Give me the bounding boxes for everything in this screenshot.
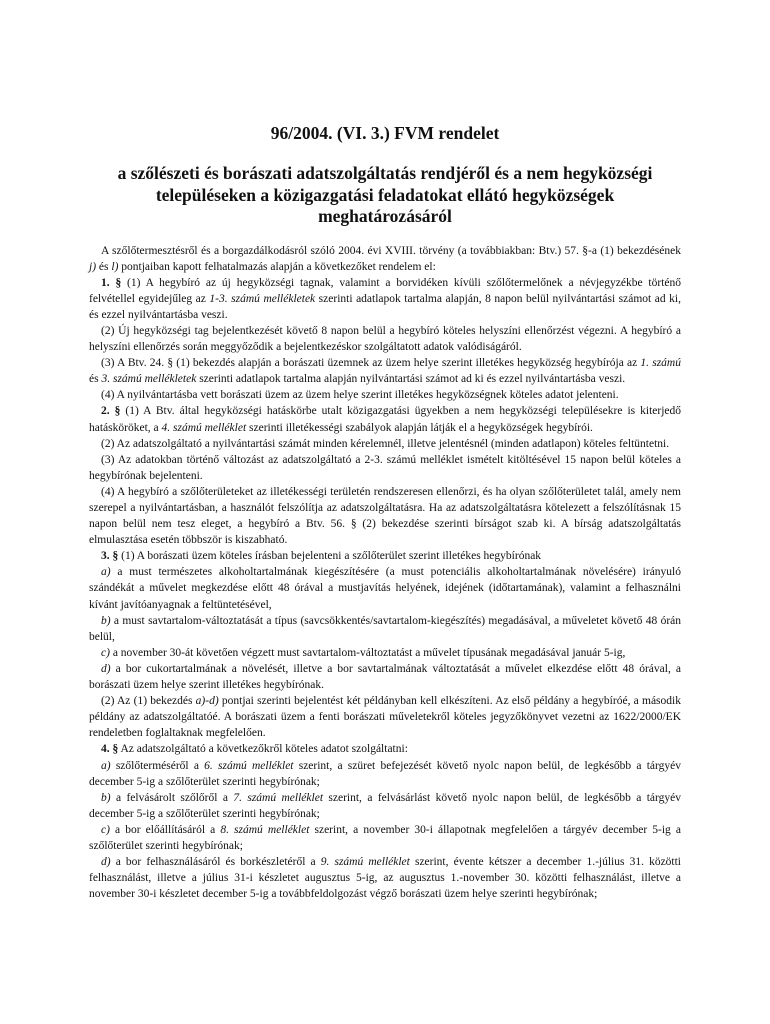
emphasis-text: c) bbox=[101, 823, 110, 836]
paragraph bbox=[89, 243, 681, 275]
paragraph-text: (1) A hegybíró az új hegyközségi tagnak, valamint a borvidéken kívüli szőlőtermelőnek a névjegyzékbe történő felvétellel egyidejűleg az bbox=[89, 276, 681, 305]
emphasis-text: 3. számú mellékletek bbox=[101, 373, 197, 386]
paragraph-text: szerinti adatlapok tartalma alapján nyilvántartási számot ad ki és ezzel nyilvántartásba veszi. bbox=[196, 373, 626, 386]
paragraph-text: a bor felhasználásáról és borkészletéről a bbox=[110, 856, 321, 869]
paragraph bbox=[89, 758, 681, 790]
emphasis-text: 4. számú melléklet bbox=[161, 421, 247, 434]
paragraph bbox=[89, 822, 681, 854]
emphasis-text: b) bbox=[101, 791, 111, 804]
paragraph-text: A szőlőtermesztésről és a borgazdálkodásról szóló 2004. évi XVIII. törvény (a továbbiakban: Btv.) 57. §-a (1) bekezdésének bbox=[101, 244, 681, 257]
paragraph bbox=[89, 548, 681, 564]
paragraph bbox=[89, 403, 681, 435]
paragraph-text: szerinti adatlapok tartalma alapján, 8 napon belül nyilvántartási számot ad ki, és ezzel nyilvántartásba veszi. bbox=[89, 292, 681, 321]
section-number: 3. § bbox=[101, 550, 119, 563]
document-page bbox=[89, 122, 681, 902]
emphasis-text: a) bbox=[101, 566, 111, 579]
paragraph-text: pontjaiban kapott felhatalmazás alapján a következőket rendelem el: bbox=[118, 260, 436, 273]
paragraph-text: szerint, a november 30-i állapotnak megfelelően a tárgyév december 5-ig a szőlőterület szerinti hegybírónak; bbox=[89, 823, 681, 852]
paragraph bbox=[89, 854, 681, 902]
paragraph-text: Az adatszolgáltató a következőkről köteles adatot szolgáltatni: bbox=[118, 743, 408, 756]
paragraph bbox=[89, 355, 681, 387]
paragraph bbox=[89, 323, 681, 355]
paragraph-text: a bor előállításáról a bbox=[109, 823, 221, 836]
paragraph bbox=[89, 645, 681, 661]
document-title: 96/2004. (VI. 3.) FVM rendelet bbox=[270, 123, 500, 143]
document-body bbox=[89, 243, 681, 903]
paragraph bbox=[89, 436, 681, 452]
paragraph-text: (2) Az (1) bekezdés bbox=[101, 695, 196, 708]
paragraph-text: (2) Az adatszolgáltató a nyilvántartási számát minden kérelemnél, illetve jelentésnél (minden adatlapon) köteles feltüntetni. bbox=[101, 437, 670, 450]
paragraph-text: és bbox=[89, 373, 102, 386]
emphasis-text: 7. számú melléklet bbox=[233, 791, 324, 804]
paragraph-text: szerint, a felvásárlást követő nyolc napon belül, de legkésőbb a tárgyév december 5-ig a szőlőterület szerinti hegybírónak; bbox=[89, 791, 681, 820]
section-number: 4. § bbox=[101, 743, 119, 756]
emphasis-text: a) bbox=[101, 759, 111, 772]
paragraph bbox=[89, 275, 681, 323]
paragraph-text: pontjai szerinti bejelentést két példányban kell elkészíteni. Az első példány a hegybíróé, a második példány az adatszolgáltatóé. A borászati üzem a fenti borászati műveletekről köteles jegyzőkönyvet vezetni az 1622/2000/EK rendeletben foglaltaknak megfelelően. bbox=[89, 695, 681, 740]
paragraph-text: szerinti illetékességi szabályok alapján látják el a hegyközségek hegybírói. bbox=[246, 421, 593, 434]
paragraph-text: (4) A hegybíró a szőlőterületeket az illetékességi területén rendszeresen ellenőrzi, és ha olyan szőlőterületet talál, amely nem szerepel a nyilvántartásban, a használót felszólítja az adatszolgáltatásra. Ha az adatszolgáltatásra kötelezett a felszólításnak 15 napon belül nem tesz eleget, a hegybíró a Btv. 56. § (2) bekezdése szerinti bírságot szab ki. A bírság adatszolgáltatás elmulasztása esetén többször is kiszabható. bbox=[89, 485, 681, 547]
paragraph-text: szerint, évente kétszer a december 1.-július 31. közötti felhasználást, illetve a július 31-i készletet augusztus 5-ig, az augusztus 1.-november 30. közötti felhasználást, illetve a november 30-i készletet december 5-ig a továbbfeldolgozást végző borászati üzem helye szerinti hegybírónak; bbox=[89, 856, 682, 901]
paragraph bbox=[89, 452, 681, 484]
emphasis-text: b) bbox=[101, 614, 111, 627]
emphasis-text: j) bbox=[89, 260, 97, 273]
emphasis-text: l) bbox=[111, 260, 119, 273]
section-number: 1. § bbox=[101, 276, 122, 289]
paragraph bbox=[89, 564, 681, 612]
paragraph-text: (3) A Btv. 24. § (1) bekezdés alapján a borászati üzemnek az üzem helye szerint illetékes hegyközség hegybírója az bbox=[101, 357, 641, 370]
paragraph-text: a must természetes alkoholtartalmának kiegészítésére (a must potenciális alkoholtartalmának növelésére) irányuló szándékát a művelet megkezdése előtt 48 órával a mustjavítás helyének, idejének (időtartamának), valamint a felhasználni kívánt javítóanyagnak a feltüntetésével, bbox=[89, 566, 681, 611]
paragraph bbox=[89, 741, 681, 757]
paragraph-text: a felvásárolt szőlőről a bbox=[110, 791, 234, 804]
emphasis-text: 9. számú melléklet bbox=[320, 856, 410, 869]
emphasis-text: a)-d) bbox=[195, 695, 219, 708]
paragraph bbox=[89, 661, 681, 693]
paragraph bbox=[89, 387, 681, 403]
paragraph-text: (2) Új hegyközségi tag bejelentkezését követő 8 napon belül a hegybíró köteles helyszíni ellenőrzést végezni. A hegybíró a helyszíni ellenőrzés során meggyőződik a bejelentkezéskor szolgáltatott adatok valódiságáról. bbox=[89, 324, 681, 354]
paragraph bbox=[89, 613, 681, 645]
paragraph-text: (1) A borászati üzem köteles írásban bejelenteni a szőlőterület szerint illetékes hegybírónak bbox=[118, 550, 542, 563]
paragraph-text: (3) Az adatokban történő változást az adatszolgáltató a 2-3. számú melléklet ismételt kitöltésével 15 napon belül köteles a hegybírónak bejelenteni. bbox=[89, 453, 681, 482]
paragraph-text: a must savtartalom-változtatását a típus (savcsökkentés/savtartalom-kiegészítés) megadásával, a műveletet követő 48 órán belül, bbox=[89, 614, 681, 643]
paragraph-text: (1) A Btv. által hegyközségi hatáskörbe utalt közigazgatási ügyekben a nem hegyközségi településekre is kiterjedő hatásköröket, a bbox=[89, 405, 682, 434]
paragraph-text: a bor cukortartalmának a növelését, illetve a bor savtartalmának változtatását a művelet elkezdése előtt 48 órával, a borászati üzem helye szerint illetékes hegybírónak. bbox=[89, 662, 681, 692]
emphasis-text: 6. számú melléklet bbox=[204, 759, 294, 772]
section-number: 2. § bbox=[101, 405, 121, 418]
paragraph-text: (4) A nyilvántartásba vett borászati üzem az üzem helye szerint illetékes hegyközségnek köteles adatot jelenteni. bbox=[101, 389, 619, 402]
emphasis-text: d) bbox=[101, 856, 111, 869]
document-subtitle: a szőlészeti és borászati adatszolgáltatás rendjéről és a nem hegyközségi településeken a közigazgatási feladatokat ellátó hegyközségek meghatározásáról bbox=[117, 163, 653, 226]
paragraph-text: a november 30-át követően végzett must savtartalom-változtatást a művelet típusának megadásával január 5-ig, bbox=[109, 646, 626, 659]
paragraph bbox=[89, 484, 681, 548]
emphasis-text: d) bbox=[101, 662, 111, 675]
emphasis-text: 1. számú bbox=[640, 357, 681, 370]
emphasis-text: c) bbox=[101, 646, 110, 659]
emphasis-text: 8. számú melléklet bbox=[220, 823, 310, 836]
paragraph bbox=[89, 790, 681, 822]
emphasis-text: 1-3. számú mellékletek bbox=[209, 292, 316, 305]
paragraph-text: szőlőterméséről a bbox=[110, 759, 205, 772]
paragraph-text: és bbox=[96, 260, 112, 273]
paragraph-text: szerint, a szüret befejezését követő nyolc napon belül, de legkésőbb a tárgyév december 5-ig a szőlőterület szerinti hegybírónak; bbox=[89, 759, 681, 788]
paragraph bbox=[89, 693, 681, 741]
